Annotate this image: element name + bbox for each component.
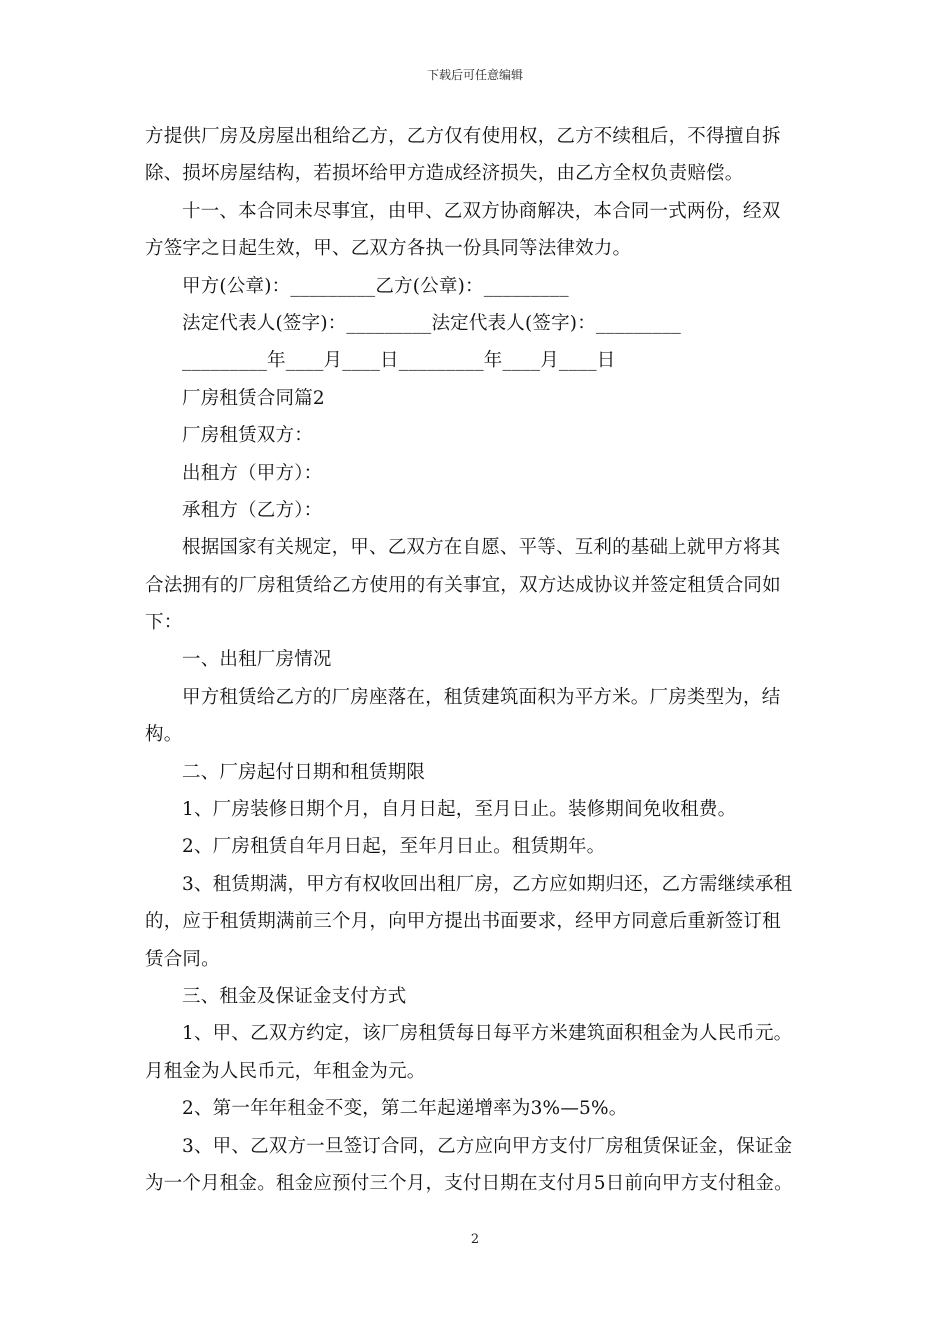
text-line: 甲方租赁给乙方的厂房座落在，租赁建筑面积为平方米。厂房类型为，结 [182, 686, 781, 708]
text-line: 除、损坏房屋结构，若损坏给甲方造成经济损失，由乙方全权负责赔偿。 [145, 163, 744, 185]
text-line: 十一、本合同未尽事宜，由甲、乙双方协商解决，本合同一式两份，经双 [182, 200, 781, 222]
text-line: 的，应于租赁期满前三个月，向甲方提出书面要求，经甲方同意后重新签订租 [145, 911, 781, 933]
text-line: 2、厂房租赁自年月日起，至年月日止。租赁期年。 [182, 836, 606, 858]
page-number: 2 [470, 1232, 480, 1247]
text-line: 厂房租赁双方： [182, 425, 313, 447]
text-line: 厂房租赁合同篇2 [182, 387, 325, 409]
text-line: 三、租金及保证金支付方式 [182, 985, 407, 1007]
page-header: 下载后可任意编辑 [426, 68, 523, 82]
text-line: 月租金为人民币元，年租金为元。 [145, 1060, 426, 1082]
text-line: 根据国家有关规定，甲、乙双方在自愿、平等、互利的基础上就甲方将其 [182, 537, 781, 559]
text-line: 一、出租厂房情况 [182, 649, 332, 671]
text-line: _________年____月____日_________年____月____日 [182, 350, 616, 372]
text-line: 合法拥有的厂房租赁给乙方使用的有关事宜，双方达成协议并签定租赁合同如 [145, 574, 781, 596]
text-line: 2、第一年年租金不变，第二年起递增率为3%—5%。 [182, 1098, 628, 1120]
text-line: 方签字之日起生效，甲、乙双方各执一份具同等法律效力。 [145, 238, 632, 260]
text-line: 二、厂房起付日期和租赁期限 [182, 761, 426, 783]
text-line: 下： [145, 612, 183, 634]
text-line: 构。 [145, 724, 183, 746]
text-line: 为一个月租金。租金应预付三个月，支付日期在支付月5日前向甲方支付租金。 [145, 1172, 793, 1194]
text-line: 甲方(公章)：_________乙方(公章)：_________ [182, 275, 569, 297]
document-body [145, 118, 810, 1202]
text-line: 3、租赁期满，甲方有权收回出租厂房，乙方应如期归还，乙方需继续承租 [182, 873, 793, 895]
text-line: 赁合同。 [145, 948, 220, 970]
text-line: 1、甲、乙双方约定，该厂房租赁每日每平方米建筑面积租金为人民币元。 [182, 1023, 793, 1045]
text-line: 出租方（甲方）： [182, 462, 323, 484]
text-line: 方提供厂房及房屋出租给乙方，乙方仅有使用权，乙方不续租后，不得擅自拆 [145, 126, 781, 147]
text-line: 3、甲、乙双方一旦签订合同，乙方应向甲方支付厂房租赁保证金，保证金 [182, 1135, 793, 1157]
text-line: 1、厂房装修日期个月，自月日起，至月日止。装修期间免收租费。 [182, 799, 737, 821]
text-line: 法定代表人(签字)：_________法定代表人(签字)：_________ [182, 312, 681, 334]
text-line: 承租方（乙方）： [182, 499, 323, 521]
